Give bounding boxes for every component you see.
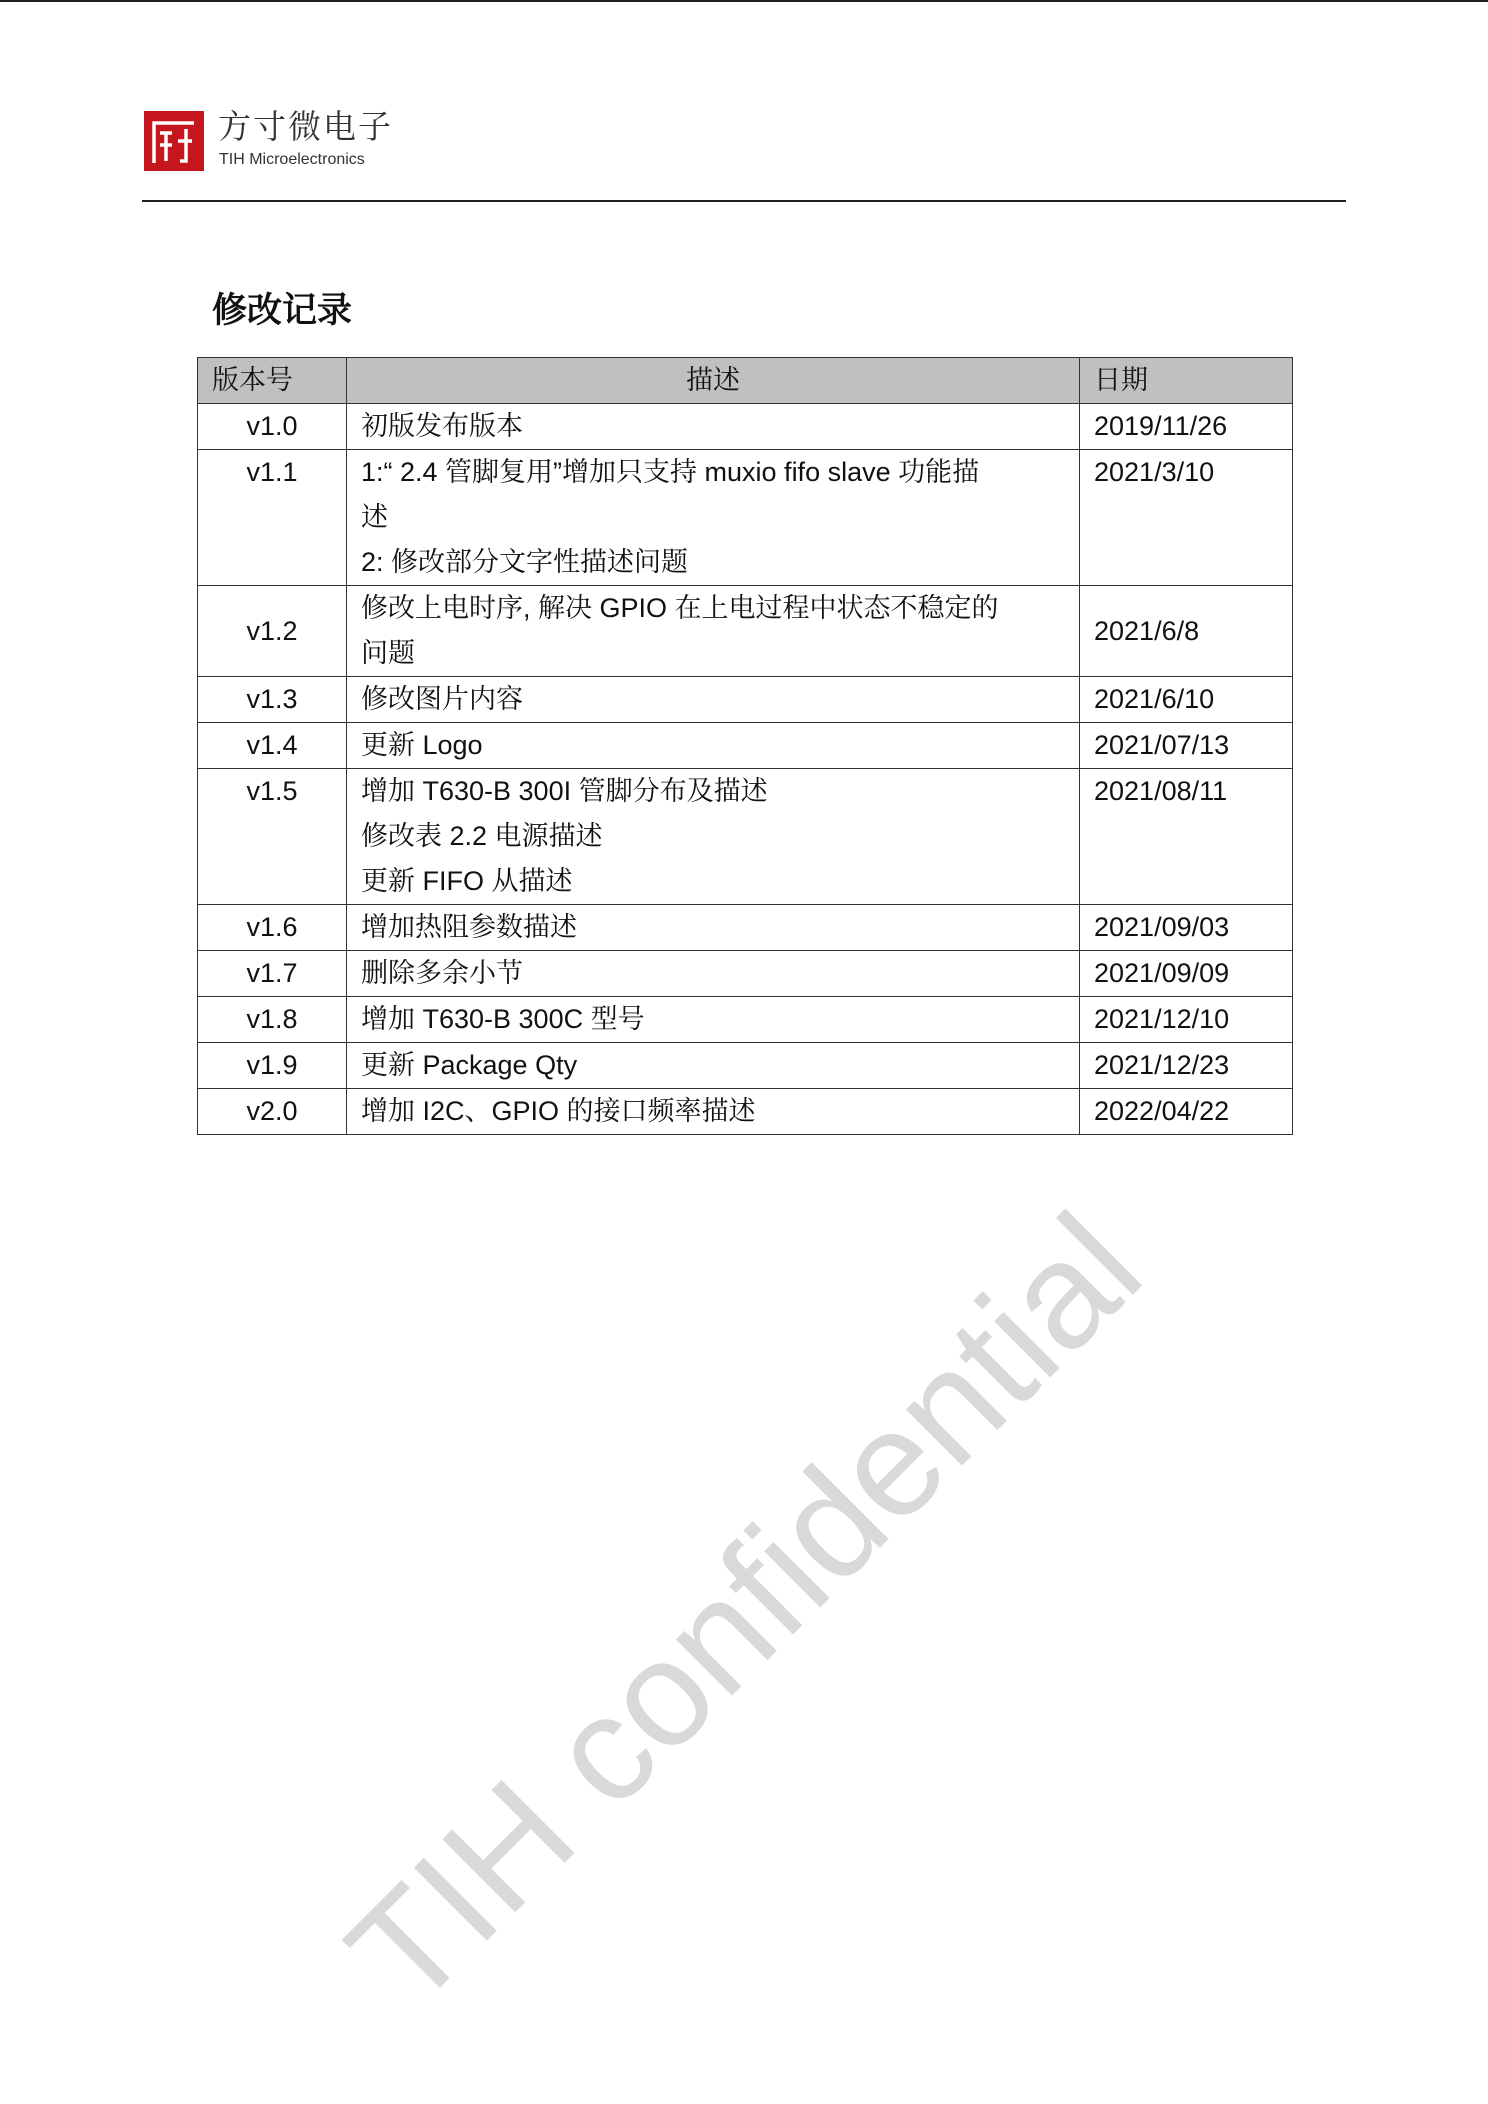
table-row: [198, 1043, 1293, 1089]
version-cell: v1.1: [198, 450, 347, 586]
date-cell: 2021/12/10: [1080, 997, 1293, 1043]
date-cell: 2021/08/11: [1080, 769, 1293, 905]
description-line: 更新 Package Qty: [361, 1050, 578, 1080]
table-row: [198, 951, 1293, 997]
table-row: [198, 1089, 1293, 1135]
header-divider: [142, 200, 1346, 202]
date-cell: 2021/12/23: [1080, 1043, 1293, 1089]
version-cell: v1.3: [198, 677, 347, 723]
table-row: [198, 404, 1293, 450]
table-row: [198, 905, 1293, 951]
description-line: 述: [361, 502, 388, 532]
confidential-watermark: TIH confidential: [316, 1182, 1172, 2038]
date-cell: 2021/3/10: [1080, 450, 1293, 586]
table-header-row: [198, 358, 1293, 404]
table-row: [198, 723, 1293, 769]
table-row: [198, 997, 1293, 1043]
date-cell: 2021/09/09: [1080, 951, 1293, 997]
version-cell: v1.6: [198, 905, 347, 951]
description-line: 修改上电时序, 解决 GPIO 在上电过程中状态不稳定的: [361, 593, 999, 623]
description-cell: [347, 905, 1080, 951]
description-cell: [347, 723, 1080, 769]
revision-table: [197, 357, 1293, 1135]
description-line: 修改表 2.2 电源描述: [361, 821, 603, 851]
description-cell: [347, 586, 1080, 677]
version-cell: v1.8: [198, 997, 347, 1043]
date-cell: 2019/11/26: [1080, 404, 1293, 450]
table-row: [198, 769, 1293, 905]
version-cell: v2.0: [198, 1089, 347, 1135]
description-line: 增加热阻参数描述: [361, 912, 577, 942]
description-cell: [347, 997, 1080, 1043]
page-top-border: [0, 0, 1488, 2]
description-line: 增加 T630-B 300I 管脚分布及描述: [361, 776, 768, 806]
logo-english-name: TIH Microelectronics: [219, 151, 365, 168]
page-title: 修改记录: [212, 291, 353, 331]
table-row: [198, 450, 1293, 586]
version-cell: v1.5: [198, 769, 347, 905]
description-line: 问题: [361, 638, 415, 668]
description-line: 更新 FIFO 从描述: [361, 866, 573, 896]
description-line: 删除多余小节: [361, 958, 523, 988]
logo-chinese-name: 方寸微电子: [218, 107, 393, 146]
header-description: 描述: [347, 358, 1080, 404]
date-cell: 2021/6/10: [1080, 677, 1293, 723]
description-line: 增加 I2C、GPIO 的接口频率描述: [361, 1096, 756, 1126]
version-cell: v1.9: [198, 1043, 347, 1089]
date-cell: 2021/09/03: [1080, 905, 1293, 951]
version-cell: v1.7: [198, 951, 347, 997]
description-line: 更新 Logo: [361, 730, 483, 760]
description-line: 1:“ 2.4 管脚复用”增加只支持 muxio fifo slave 功能描: [361, 457, 980, 487]
table-row: [198, 586, 1293, 677]
description-cell: [347, 769, 1080, 905]
date-cell: 2022/04/22: [1080, 1089, 1293, 1135]
description-line: 修改图片内容: [361, 684, 523, 714]
description-cell: [347, 951, 1080, 997]
description-line: 增加 T630-B 300C 型号: [361, 1004, 645, 1034]
version-cell: v1.4: [198, 723, 347, 769]
description-cell: [347, 450, 1080, 586]
description-cell: [347, 1089, 1080, 1135]
version-cell: v1.2: [198, 586, 347, 677]
description-cell: [347, 1043, 1080, 1089]
description-line: 2: 修改部分文字性描述问题: [361, 547, 689, 577]
header-date: 日期: [1080, 358, 1293, 404]
description-line: 初版发布版本: [361, 411, 523, 441]
version-cell: v1.0: [198, 404, 347, 450]
description-cell: [347, 404, 1080, 450]
date-cell: 2021/6/8: [1080, 586, 1293, 677]
header-version: 版本号: [198, 358, 347, 404]
table-row: [198, 677, 1293, 723]
company-logo-icon: [144, 111, 204, 171]
description-cell: [347, 677, 1080, 723]
date-cell: 2021/07/13: [1080, 723, 1293, 769]
